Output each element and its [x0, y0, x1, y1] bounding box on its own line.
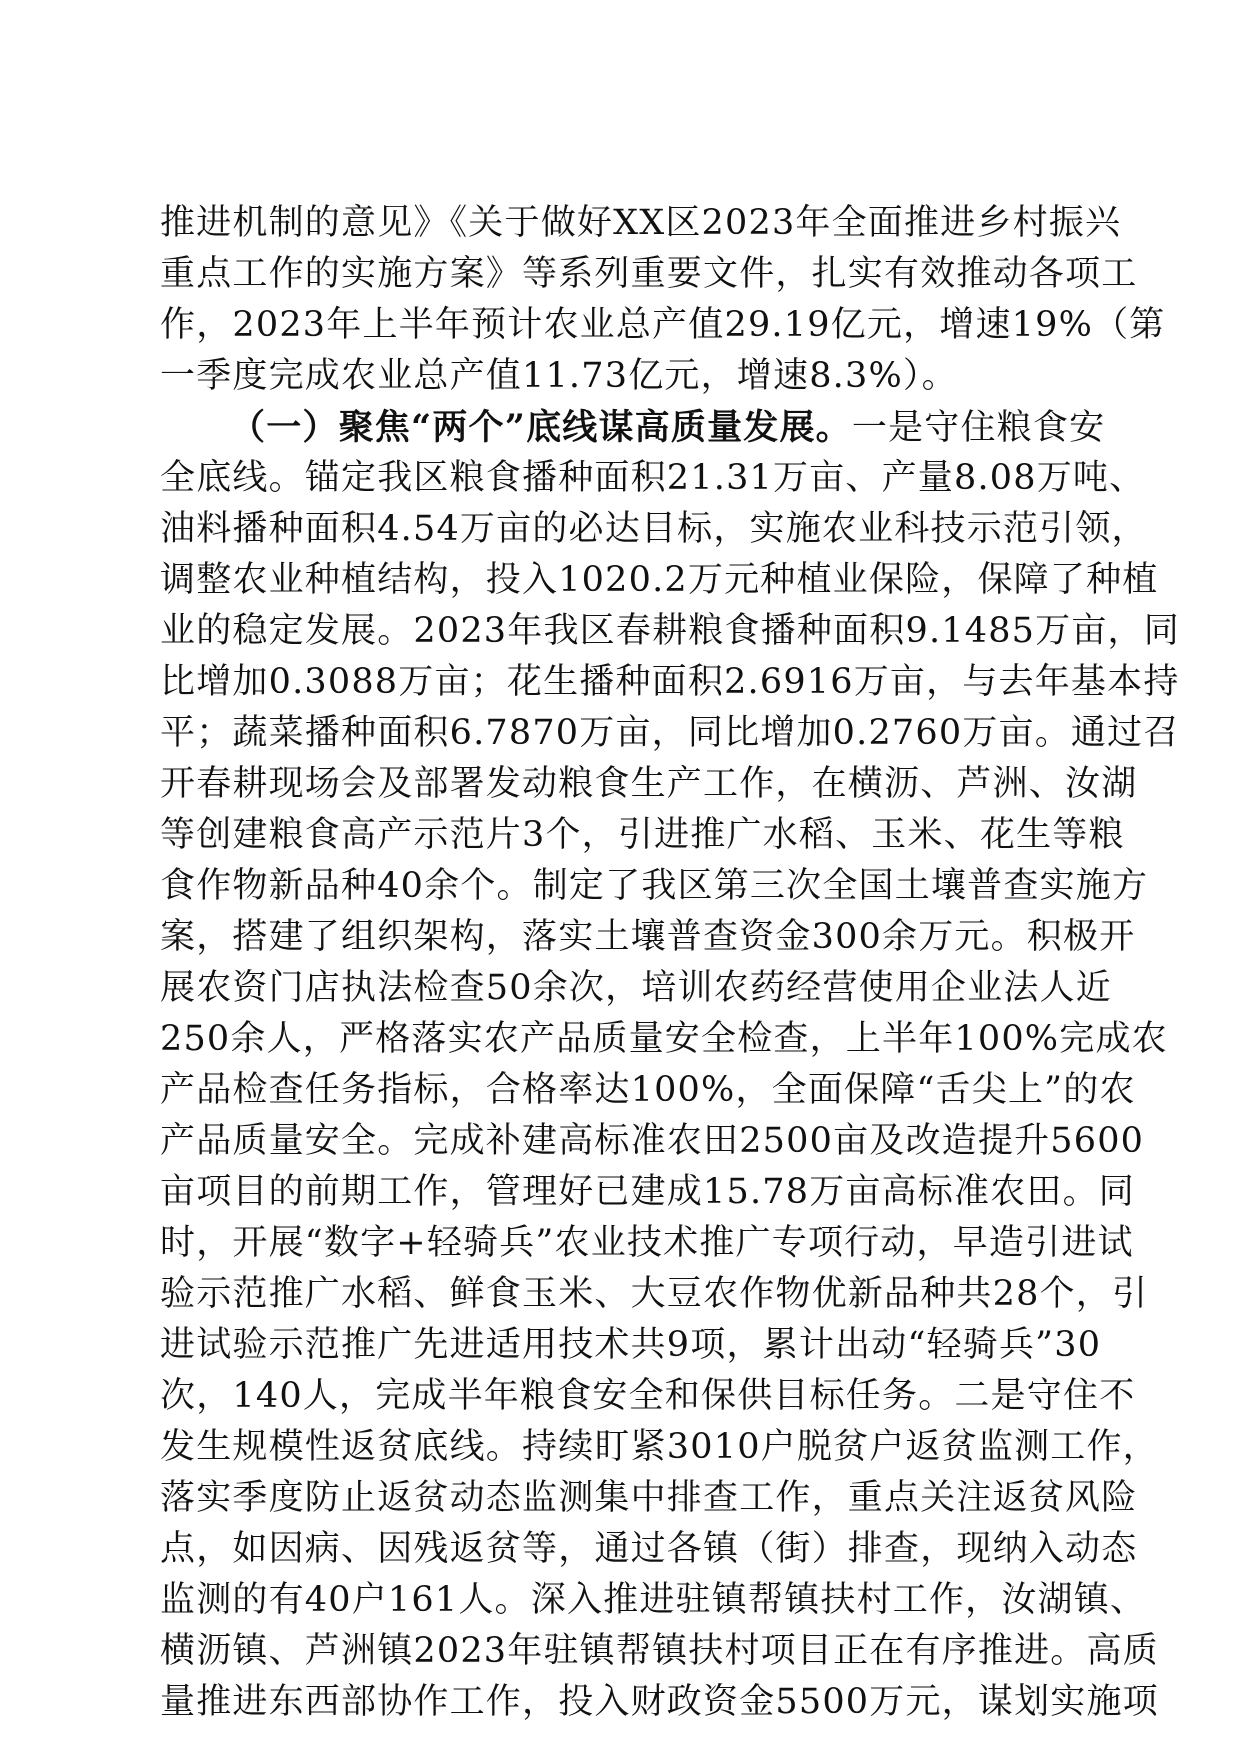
text-line: 等创建粮食高产示范片3个，引进推广水稻、玉米、花生等粮: [160, 815, 1125, 855]
text-line: 油料播种面积4.54万亩的必达目标，实施农业科技示范引领，: [160, 509, 1148, 549]
section-heading-line: [160, 402, 1106, 453]
body-text: [160, 198, 1180, 1728]
text-line: 业的稳定发展。2023年我区春耕粮食播种面积9.1485万亩，同: [160, 611, 1180, 651]
text-line: 点，如因病、因残返贫等，通过各镇（街）排查，现纳入动态: [160, 1529, 1138, 1569]
text-line: 进试验示范推广先进适用技术共9项，累计出动“轻骑兵”30: [160, 1325, 1102, 1365]
text-line: 次，140人，完成半年粮食安全和保供目标任务。二是守住不: [160, 1376, 1136, 1416]
text-line: 横沥镇、芦洲镇2023年驻镇帮镇扶村项目正在有序推进。高质: [160, 1631, 1159, 1671]
text-line: 产品检查任务指标，合格率达100%，全面保障“舌尖上”的农: [160, 1070, 1136, 1110]
text-line: 一季度完成农业总产值11.73亿元，增速8.3%）。: [160, 356, 958, 396]
text-line: 亩项目的前期工作，管理好已建成15.78万亩高标准农田。同: [160, 1172, 1135, 1212]
text-line: 开春耕现场会及部署发动粮食生产工作，在横沥、芦洲、汝湖: [160, 764, 1138, 804]
text-line: 落实季度防止返贫动态监测集中排查工作，重点关注返贫风险: [160, 1478, 1138, 1518]
text-line: 调整农业种植结构，投入1020.2万元种植业保险，保障了种植: [160, 560, 1159, 600]
section-heading: （一）聚焦“两个”底线谋高质量发展。: [230, 407, 852, 448]
text-line: 比增加0.3088万亩；花生播种面积2.6916万亩，与去年基本持: [160, 662, 1180, 702]
text-line: 产品质量安全。完成补建高标准农田2500亩及改造提升5600: [160, 1121, 1145, 1161]
text-line: 全底线。锚定我区粮食播种面积21.31万亩、产量8.08万吨、: [160, 458, 1146, 498]
text-line: 案，搭建了组织架构，落实土壤普查资金300余万元。积极开: [160, 917, 1136, 957]
text-line: 作，2023年上半年预计农业总产值29.19亿元，增速19%（第: [160, 305, 1166, 345]
text-line: 时，开展“数字+轻骑兵”农业技术推广专项行动，早造引进试: [160, 1223, 1134, 1263]
text-line: 平；蔬菜播种面积6.7870万亩，同比增加0.2760万亩。通过召: [160, 713, 1180, 753]
text-line: 发生规模性返贫底线。持续盯紧3010户脱贫户返贫监测工作，: [160, 1427, 1159, 1467]
text-line: 250余人，严格落实农产品质量安全检查，上半年100%完成农: [160, 1019, 1168, 1059]
text-line: 量推进东西部协作工作，投入财政资金5500万元，谋划实施项: [160, 1682, 1159, 1722]
text-line: 推进机制的意见》《关于做好XX区2023年全面推进乡村振兴: [160, 203, 1122, 243]
section-heading-rest: 一是守住粮食安: [851, 408, 1106, 448]
text-line: 验示范推广水稻、鲜食玉米、大豆农作物优新品种共28个，引: [160, 1274, 1149, 1314]
text-line: 展农资门店执法检查50余次，培训农药经营使用企业法人近: [160, 968, 1112, 1008]
text-line: 重点工作的实施方案》等系列重要文件，扎实有效推动各项工: [160, 254, 1138, 294]
text-line: 食作物新品种40余个。制定了我区第三次全国土壤普查实施方: [160, 866, 1149, 906]
text-line: 监测的有40户161人。深入推进驻镇帮镇扶村工作，汝湖镇、: [160, 1580, 1147, 1620]
